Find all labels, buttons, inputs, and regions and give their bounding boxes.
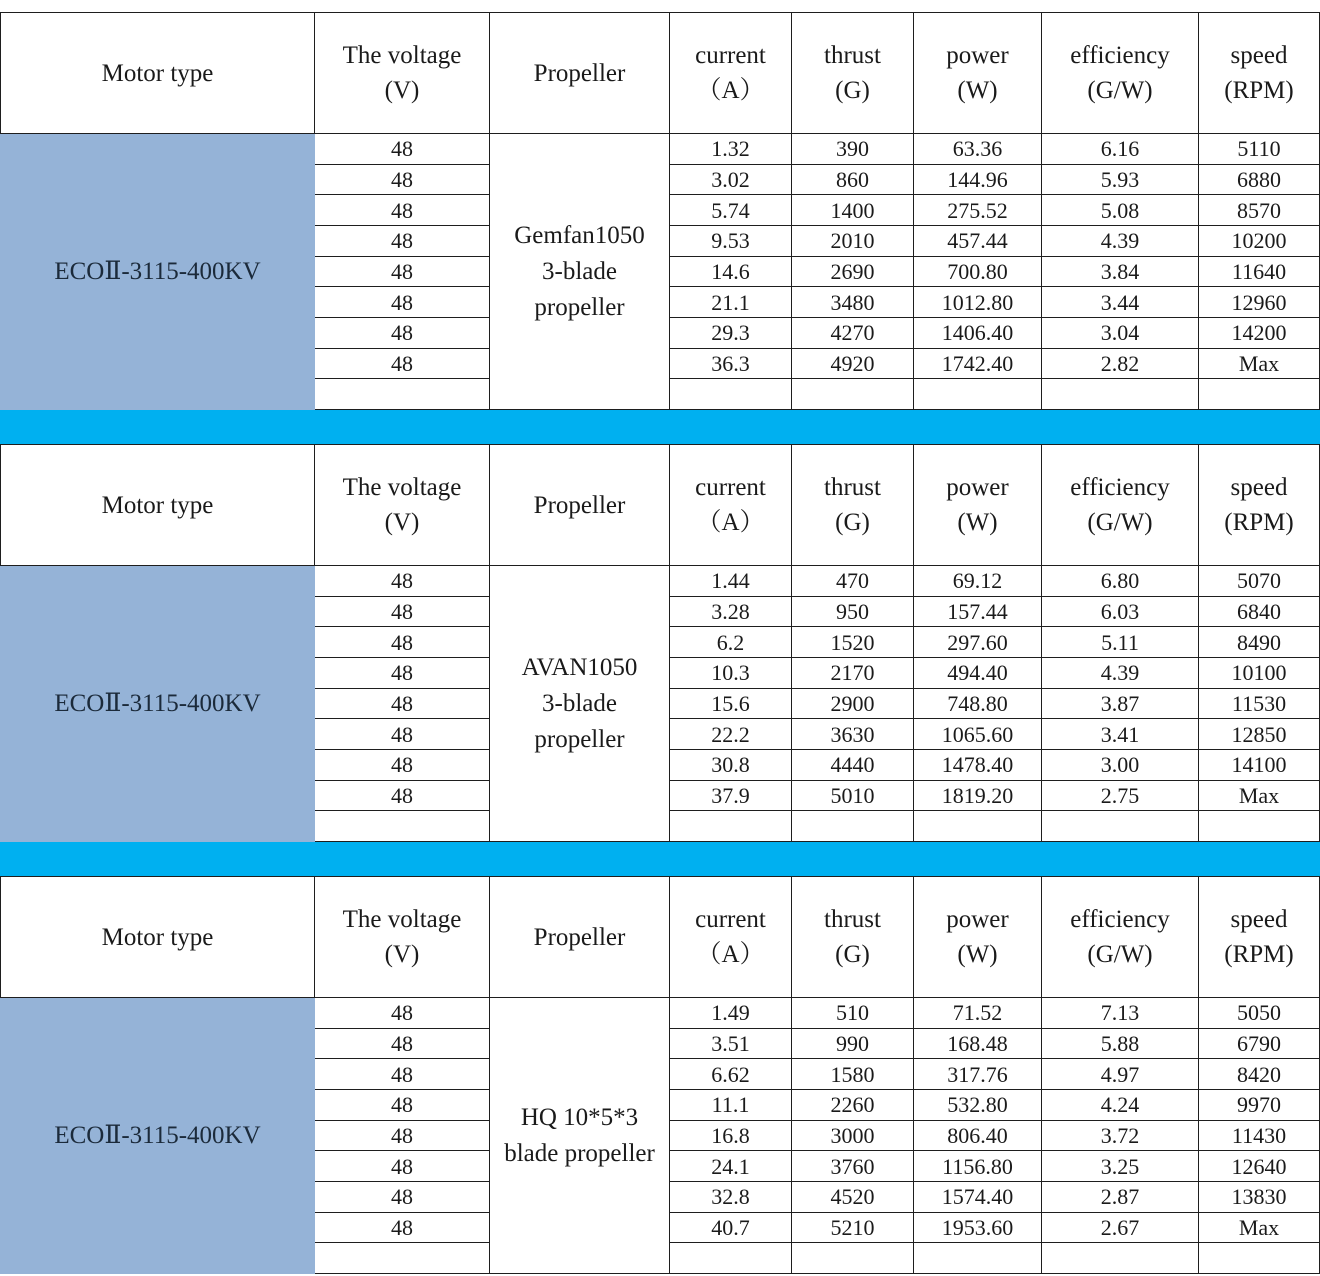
efficiency-cell: 7.13 bbox=[1042, 998, 1199, 1029]
voltage-cell: 48 bbox=[315, 195, 490, 226]
voltage-cell: 48 bbox=[315, 566, 490, 597]
power-cell: 71.52 bbox=[914, 998, 1042, 1029]
current-cell: 15.6 bbox=[670, 688, 792, 719]
voltage-cell: 48 bbox=[315, 780, 490, 811]
propeller-cell: AVAN1050 3-blade propeller bbox=[490, 566, 670, 842]
current-cell: 3.51 bbox=[670, 1028, 792, 1059]
header-power: power (W) bbox=[914, 13, 1042, 134]
speed-cell: 9970 bbox=[1199, 1089, 1320, 1120]
efficiency-cell: 3.44 bbox=[1042, 287, 1199, 318]
thrust-cell: 470 bbox=[792, 566, 914, 597]
current-cell: 5.74 bbox=[670, 195, 792, 226]
motor-table-block bbox=[0, 876, 1320, 1274]
efficiency-cell: 3.87 bbox=[1042, 688, 1199, 719]
speed-cell: 5050 bbox=[1199, 998, 1320, 1029]
header-efficiency: efficiency (G/W) bbox=[1042, 877, 1199, 998]
voltage-cell: 48 bbox=[315, 998, 490, 1029]
header-thrust: thrust (G) bbox=[792, 13, 914, 134]
efficiency-cell: 3.04 bbox=[1042, 317, 1199, 348]
thrust-cell: 1400 bbox=[792, 195, 914, 226]
efficiency-cell: 3.25 bbox=[1042, 1151, 1199, 1182]
thrust-cell: 3760 bbox=[792, 1151, 914, 1182]
header-row bbox=[1, 877, 1320, 998]
speed-cell: Max bbox=[1199, 1212, 1320, 1243]
speed-cell: Max bbox=[1199, 348, 1320, 379]
header-propeller: Propeller bbox=[490, 445, 670, 566]
current-cell bbox=[670, 811, 792, 842]
efficiency-cell: 3.72 bbox=[1042, 1120, 1199, 1151]
header-propeller: Propeller bbox=[490, 877, 670, 998]
current-cell: 24.1 bbox=[670, 1151, 792, 1182]
speed-cell bbox=[1199, 379, 1320, 410]
thrust-cell bbox=[792, 1243, 914, 1274]
speed-cell: 10100 bbox=[1199, 657, 1320, 688]
header-current: current （A） bbox=[670, 13, 792, 134]
table-row bbox=[1, 134, 1320, 165]
efficiency-cell: 5.08 bbox=[1042, 195, 1199, 226]
power-cell: 1156.80 bbox=[914, 1151, 1042, 1182]
power-cell: 1012.80 bbox=[914, 287, 1042, 318]
power-cell: 806.40 bbox=[914, 1120, 1042, 1151]
voltage-cell: 48 bbox=[315, 225, 490, 256]
speed-cell: 14200 bbox=[1199, 317, 1320, 348]
voltage-cell: 48 bbox=[315, 1059, 490, 1090]
header-motor-type: Motor type bbox=[1, 445, 315, 566]
speed-cell bbox=[1199, 811, 1320, 842]
efficiency-cell: 6.03 bbox=[1042, 596, 1199, 627]
power-cell: 494.40 bbox=[914, 657, 1042, 688]
current-cell: 1.32 bbox=[670, 134, 792, 165]
power-cell: 144.96 bbox=[914, 164, 1042, 195]
power-cell: 1819.20 bbox=[914, 780, 1042, 811]
power-cell bbox=[914, 811, 1042, 842]
thrust-cell: 2900 bbox=[792, 688, 914, 719]
efficiency-cell bbox=[1042, 379, 1199, 410]
header-current: current （A） bbox=[670, 877, 792, 998]
header-thrust: thrust (G) bbox=[792, 445, 914, 566]
efficiency-cell bbox=[1042, 811, 1199, 842]
motor-performance-table bbox=[0, 12, 1320, 410]
thrust-cell: 860 bbox=[792, 164, 914, 195]
power-cell: 157.44 bbox=[914, 596, 1042, 627]
current-cell: 9.53 bbox=[670, 225, 792, 256]
voltage-cell: 48 bbox=[315, 596, 490, 627]
table-row bbox=[1, 566, 1320, 597]
voltage-cell: 48 bbox=[315, 164, 490, 195]
voltage-cell: 48 bbox=[315, 749, 490, 780]
thrust-cell bbox=[792, 379, 914, 410]
voltage-cell bbox=[315, 379, 490, 410]
power-cell: 168.48 bbox=[914, 1028, 1042, 1059]
current-cell: 1.44 bbox=[670, 566, 792, 597]
speed-cell: 12850 bbox=[1199, 719, 1320, 750]
voltage-cell: 48 bbox=[315, 317, 490, 348]
motor-performance-table bbox=[0, 876, 1320, 1274]
header-current: current （A） bbox=[670, 445, 792, 566]
motor-type-cell: ECOⅡ-3115-400KV bbox=[1, 566, 315, 842]
power-cell: 1065.60 bbox=[914, 719, 1042, 750]
speed-cell: 6880 bbox=[1199, 164, 1320, 195]
current-cell: 29.3 bbox=[670, 317, 792, 348]
efficiency-cell: 5.93 bbox=[1042, 164, 1199, 195]
efficiency-cell: 3.41 bbox=[1042, 719, 1199, 750]
voltage-cell: 48 bbox=[315, 1120, 490, 1151]
power-cell: 532.80 bbox=[914, 1089, 1042, 1120]
power-cell: 317.76 bbox=[914, 1059, 1042, 1090]
speed-cell: 13830 bbox=[1199, 1181, 1320, 1212]
speed-cell: 14100 bbox=[1199, 749, 1320, 780]
thrust-cell: 4440 bbox=[792, 749, 914, 780]
header-row bbox=[1, 445, 1320, 566]
efficiency-cell: 3.00 bbox=[1042, 749, 1199, 780]
efficiency-cell: 2.67 bbox=[1042, 1212, 1199, 1243]
current-cell: 10.3 bbox=[670, 657, 792, 688]
voltage-cell: 48 bbox=[315, 719, 490, 750]
header-speed: speed (RPM) bbox=[1199, 877, 1320, 998]
voltage-cell: 48 bbox=[315, 1089, 490, 1120]
power-cell: 297.60 bbox=[914, 627, 1042, 658]
current-cell: 32.8 bbox=[670, 1181, 792, 1212]
current-cell bbox=[670, 1243, 792, 1274]
current-cell: 30.8 bbox=[670, 749, 792, 780]
voltage-cell: 48 bbox=[315, 627, 490, 658]
speed-cell: 5110 bbox=[1199, 134, 1320, 165]
efficiency-cell: 5.11 bbox=[1042, 627, 1199, 658]
speed-cell: 6840 bbox=[1199, 596, 1320, 627]
header-motor-type: Motor type bbox=[1, 13, 315, 134]
header-power: power (W) bbox=[914, 877, 1042, 998]
efficiency-cell: 3.84 bbox=[1042, 256, 1199, 287]
thrust-cell: 4520 bbox=[792, 1181, 914, 1212]
speed-cell: 6790 bbox=[1199, 1028, 1320, 1059]
power-cell bbox=[914, 1243, 1042, 1274]
power-cell: 457.44 bbox=[914, 225, 1042, 256]
current-cell: 36.3 bbox=[670, 348, 792, 379]
current-cell: 6.62 bbox=[670, 1059, 792, 1090]
thrust-cell: 1580 bbox=[792, 1059, 914, 1090]
current-cell: 21.1 bbox=[670, 287, 792, 318]
voltage-cell: 48 bbox=[315, 287, 490, 318]
thrust-cell: 5010 bbox=[792, 780, 914, 811]
header-efficiency: efficiency (G/W) bbox=[1042, 13, 1199, 134]
current-cell: 11.1 bbox=[670, 1089, 792, 1120]
thrust-cell: 2010 bbox=[792, 225, 914, 256]
voltage-cell: 48 bbox=[315, 1028, 490, 1059]
power-cell: 69.12 bbox=[914, 566, 1042, 597]
motor-performance-table bbox=[0, 444, 1320, 842]
speed-cell: 12960 bbox=[1199, 287, 1320, 318]
voltage-cell: 48 bbox=[315, 1212, 490, 1243]
current-cell bbox=[670, 379, 792, 410]
current-cell: 14.6 bbox=[670, 256, 792, 287]
power-cell: 1478.40 bbox=[914, 749, 1042, 780]
current-cell: 3.02 bbox=[670, 164, 792, 195]
voltage-cell bbox=[315, 1243, 490, 1274]
thrust-cell bbox=[792, 811, 914, 842]
current-cell: 3.28 bbox=[670, 596, 792, 627]
header-thrust: thrust (G) bbox=[792, 877, 914, 998]
speed-cell: 11640 bbox=[1199, 256, 1320, 287]
thrust-cell: 3630 bbox=[792, 719, 914, 750]
current-cell: 16.8 bbox=[670, 1120, 792, 1151]
current-cell: 6.2 bbox=[670, 627, 792, 658]
current-cell: 37.9 bbox=[670, 780, 792, 811]
power-cell: 1574.40 bbox=[914, 1181, 1042, 1212]
motor-type-cell: ECOⅡ-3115-400KV bbox=[1, 998, 315, 1274]
efficiency-cell: 5.88 bbox=[1042, 1028, 1199, 1059]
header-voltage: The voltage (V) bbox=[315, 13, 490, 134]
power-cell: 1742.40 bbox=[914, 348, 1042, 379]
thrust-cell: 2690 bbox=[792, 256, 914, 287]
power-cell: 1953.60 bbox=[914, 1212, 1042, 1243]
power-cell: 700.80 bbox=[914, 256, 1042, 287]
motor-table-block bbox=[0, 444, 1320, 842]
header-efficiency: efficiency (G/W) bbox=[1042, 445, 1199, 566]
efficiency-cell: 4.97 bbox=[1042, 1059, 1199, 1090]
speed-cell: 12640 bbox=[1199, 1151, 1320, 1182]
power-cell bbox=[914, 379, 1042, 410]
thrust-cell: 990 bbox=[792, 1028, 914, 1059]
table-row bbox=[1, 998, 1320, 1029]
efficiency-cell bbox=[1042, 1243, 1199, 1274]
thrust-cell: 950 bbox=[792, 596, 914, 627]
motor-type-cell: ECOⅡ-3115-400KV bbox=[1, 134, 315, 410]
power-cell: 63.36 bbox=[914, 134, 1042, 165]
current-cell: 22.2 bbox=[670, 719, 792, 750]
voltage-cell: 48 bbox=[315, 256, 490, 287]
thrust-cell: 510 bbox=[792, 998, 914, 1029]
speed-cell: 5070 bbox=[1199, 566, 1320, 597]
thrust-cell: 2170 bbox=[792, 657, 914, 688]
efficiency-cell: 4.24 bbox=[1042, 1089, 1199, 1120]
efficiency-cell: 4.39 bbox=[1042, 657, 1199, 688]
header-voltage: The voltage (V) bbox=[315, 445, 490, 566]
header-speed: speed (RPM) bbox=[1199, 13, 1320, 134]
voltage-cell: 48 bbox=[315, 1151, 490, 1182]
speed-cell: 10200 bbox=[1199, 225, 1320, 256]
propeller-cell: HQ 10*5*3 blade propeller bbox=[490, 998, 670, 1274]
efficiency-cell: 2.75 bbox=[1042, 780, 1199, 811]
speed-cell: 11530 bbox=[1199, 688, 1320, 719]
thrust-cell: 390 bbox=[792, 134, 914, 165]
header-row bbox=[1, 13, 1320, 134]
speed-cell: 8490 bbox=[1199, 627, 1320, 658]
thrust-cell: 3000 bbox=[792, 1120, 914, 1151]
thrust-cell: 3480 bbox=[792, 287, 914, 318]
thrust-cell: 2260 bbox=[792, 1089, 914, 1120]
thrust-cell: 4920 bbox=[792, 348, 914, 379]
voltage-cell: 48 bbox=[315, 1181, 490, 1212]
table-separator-bar bbox=[0, 842, 1320, 876]
thrust-cell: 4270 bbox=[792, 317, 914, 348]
power-cell: 275.52 bbox=[914, 195, 1042, 226]
voltage-cell: 48 bbox=[315, 134, 490, 165]
speed-cell bbox=[1199, 1243, 1320, 1274]
speed-cell: 8570 bbox=[1199, 195, 1320, 226]
header-voltage: The voltage (V) bbox=[315, 877, 490, 998]
power-cell: 748.80 bbox=[914, 688, 1042, 719]
header-speed: speed (RPM) bbox=[1199, 445, 1320, 566]
efficiency-cell: 4.39 bbox=[1042, 225, 1199, 256]
efficiency-cell: 6.80 bbox=[1042, 566, 1199, 597]
voltage-cell: 48 bbox=[315, 348, 490, 379]
voltage-cell bbox=[315, 811, 490, 842]
speed-cell: 11430 bbox=[1199, 1120, 1320, 1151]
speed-cell: Max bbox=[1199, 780, 1320, 811]
thrust-cell: 1520 bbox=[792, 627, 914, 658]
speed-cell: 8420 bbox=[1199, 1059, 1320, 1090]
header-motor-type: Motor type bbox=[1, 877, 315, 998]
voltage-cell: 48 bbox=[315, 657, 490, 688]
efficiency-cell: 2.82 bbox=[1042, 348, 1199, 379]
header-power: power (W) bbox=[914, 445, 1042, 566]
propeller-cell: Gemfan1050 3-blade propeller bbox=[490, 134, 670, 410]
voltage-cell: 48 bbox=[315, 688, 490, 719]
thrust-cell: 5210 bbox=[792, 1212, 914, 1243]
header-propeller: Propeller bbox=[490, 13, 670, 134]
current-cell: 1.49 bbox=[670, 998, 792, 1029]
efficiency-cell: 2.87 bbox=[1042, 1181, 1199, 1212]
current-cell: 40.7 bbox=[670, 1212, 792, 1243]
efficiency-cell: 6.16 bbox=[1042, 134, 1199, 165]
motor-table-block bbox=[0, 12, 1320, 410]
power-cell: 1406.40 bbox=[914, 317, 1042, 348]
table-separator-bar bbox=[0, 410, 1320, 444]
